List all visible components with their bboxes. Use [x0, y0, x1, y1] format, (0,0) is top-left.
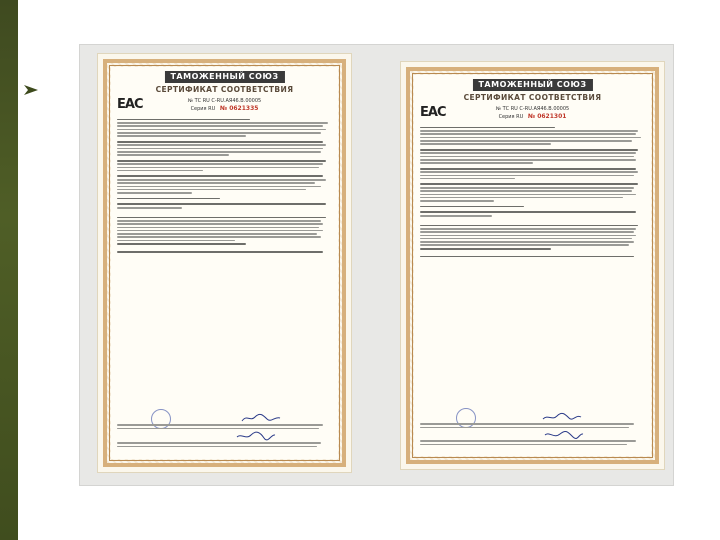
certificate-section — [420, 149, 645, 164]
certificate-section — [420, 225, 645, 250]
certificate-section — [420, 206, 645, 208]
certificate-document — [98, 54, 351, 472]
certificate-section — [117, 141, 332, 156]
arrow-icon — [24, 84, 42, 96]
series-number: № 0621301 — [527, 113, 567, 120]
signature-mark — [241, 413, 281, 423]
certificate-reg-number: № ТС RU С-RU.АЯ46.В.00005 — [187, 98, 262, 104]
certificate-banner: ТАМОЖЕННЫЙ СОЮЗ — [472, 79, 592, 91]
certificate-section — [117, 160, 332, 172]
certificate-section — [117, 217, 332, 245]
certificate-dates — [117, 251, 332, 253]
certificate-section — [420, 127, 645, 145]
series-label: Серия RU — [498, 114, 524, 120]
certificate-section — [117, 119, 332, 137]
certificates-panel — [79, 44, 674, 486]
certificate-title: СЕРТИФИКАТ СООТВЕТСТВИЯ — [155, 85, 294, 94]
certificate-banner: ТАМОЖЕННЫЙ СОЮЗ — [164, 71, 284, 83]
signature-mark — [236, 431, 276, 441]
certificate-body — [111, 67, 338, 459]
certificate-section — [420, 183, 645, 201]
eac-logo: EAC — [117, 97, 143, 112]
certificate-title: СЕРТИФИКАТ СООТВЕТСТВИЯ — [463, 93, 602, 102]
certificate-reg-number: № ТС RU С-RU.АЯ46.В.00005 — [495, 106, 570, 112]
certificate-document — [401, 62, 664, 469]
certificate-text-block — [420, 125, 645, 450]
series-label: Серия RU — [190, 106, 216, 112]
certificate-section — [117, 203, 332, 208]
certificate-section — [117, 198, 332, 200]
series-number: № 0621335 — [219, 105, 259, 112]
eac-logo: EAC — [420, 105, 446, 120]
certificate-section — [117, 175, 332, 193]
certificate-series — [414, 113, 651, 120]
slide-sidebar-band — [0, 0, 18, 540]
certificate-series — [111, 105, 338, 112]
certificate-dates — [420, 256, 645, 258]
signature-mark — [542, 412, 582, 422]
certificate-section — [420, 211, 645, 216]
certificate-text-block — [117, 117, 332, 453]
certificate-section — [420, 168, 645, 180]
certificate-body — [414, 75, 651, 456]
